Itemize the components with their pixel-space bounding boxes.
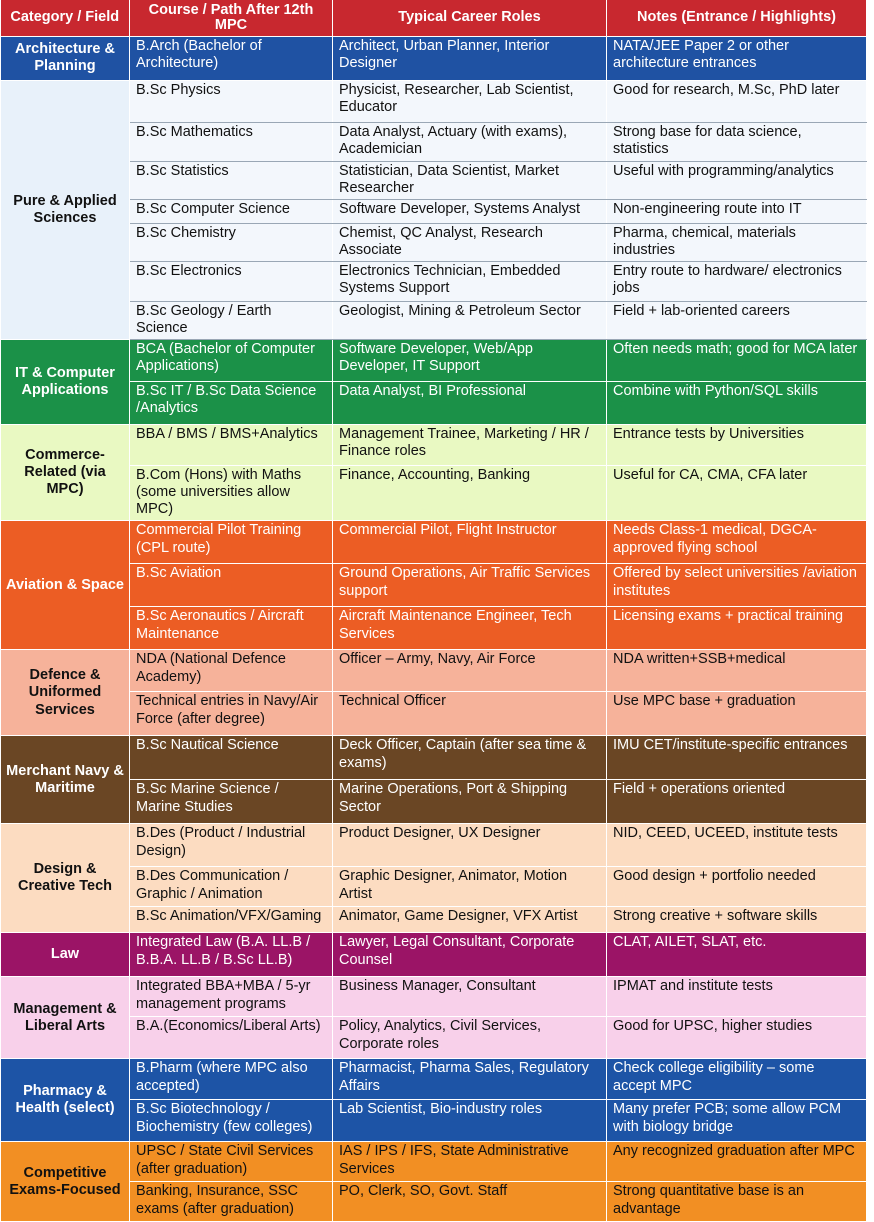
course-cell: Integrated BBA+MBA / 5-yr management programs <box>130 977 333 1017</box>
table-row <box>1 261 867 301</box>
course-cell: B.A.(Economics/Liberal Arts) <box>130 1017 333 1059</box>
notes-cell: Entrance tests by Universities <box>607 425 867 466</box>
table-row <box>1 933 867 977</box>
header-category: Category / Field <box>1 0 130 36</box>
roles-cell: IAS / IPS / IFS, State Administrative Services <box>333 1142 607 1182</box>
notes-cell: Entry route to hardware/ electronics jobs <box>607 261 867 301</box>
course-cell: B.Sc Mathematics <box>130 122 333 161</box>
roles-cell: Officer – Army, Navy, Air Force <box>333 650 607 692</box>
course-cell: BCA (Bachelor of Computer Applications) <box>130 340 333 382</box>
roles-cell: Electronics Technician, Embedded Systems Support <box>333 261 607 301</box>
roles-cell: Technical Officer <box>333 692 607 736</box>
notes-cell: Offered by select universities /aviation institutes <box>607 564 867 607</box>
notes-cell: Strong quantitative base is an advantage <box>607 1182 867 1222</box>
notes-cell: IPMAT and institute tests <box>607 977 867 1017</box>
roles-cell: Product Designer, UX Designer <box>333 824 607 867</box>
notes-cell: Many prefer PCB; some allow PCM with biology bridge <box>607 1100 867 1142</box>
roles-cell: Physicist, Researcher, Lab Scientist, Educator <box>333 80 607 122</box>
notes-cell: Pharma, chemical, materials industries <box>607 223 867 261</box>
notes-cell: Any recognized graduation after MPC <box>607 1142 867 1182</box>
course-cell: B.Sc Physics <box>130 80 333 122</box>
roles-cell: Chemist, QC Analyst, Research Associate <box>333 223 607 261</box>
table-row <box>1 977 867 1017</box>
roles-cell: Business Manager, Consultant <box>333 977 607 1017</box>
roles-cell: Statistician, Data Scientist, Market Researcher <box>333 161 607 199</box>
roles-cell: Management Trainee, Marketing / HR / Finance roles <box>333 425 607 466</box>
table-row <box>1 199 867 223</box>
category-cell: Pure & Applied Sciences <box>1 80 130 340</box>
course-cell: B.Des Communication / Graphic / Animation <box>130 867 333 907</box>
notes-cell: Often needs math; good for MCA later <box>607 340 867 382</box>
category-cell: Design & Creative Tech <box>1 824 130 933</box>
notes-cell: Field + operations oriented <box>607 780 867 824</box>
category-cell: Management & Liberal Arts <box>1 977 130 1059</box>
header-notes: Notes (Entrance / Highlights) <box>607 0 867 36</box>
table-row <box>1 1182 867 1222</box>
roles-cell: Lab Scientist, Bio-industry roles <box>333 1100 607 1142</box>
table-row <box>1 425 867 466</box>
notes-cell: Use MPC base + graduation <box>607 692 867 736</box>
course-cell: B.Sc IT / B.Sc Data Science /Analytics <box>130 382 333 425</box>
roles-cell: PO, Clerk, SO, Govt. Staff <box>333 1182 607 1222</box>
table-row <box>1 1142 867 1182</box>
course-cell: B.Des (Product / Industrial Design) <box>130 824 333 867</box>
roles-cell: Data Analyst, BI Professional <box>333 382 607 425</box>
table-row <box>1 907 867 933</box>
notes-cell: Useful for CA, CMA, CFA later <box>607 466 867 521</box>
category-cell: Merchant Navy & Maritime <box>1 736 130 824</box>
notes-cell: NDA written+SSB+medical <box>607 650 867 692</box>
notes-cell: Good for UPSC, higher studies <box>607 1017 867 1059</box>
table-row <box>1 780 867 824</box>
category-cell: Competitive Exams-Focused <box>1 1142 130 1222</box>
course-cell: B.Sc Geology / Earth Science <box>130 301 333 339</box>
table-row <box>1 36 867 80</box>
course-cell: Banking, Insurance, SSC exams (after graduation) <box>130 1182 333 1222</box>
course-cell: B.Sc Aeronautics / Aircraft Maintenance <box>130 607 333 650</box>
table-row <box>1 382 867 425</box>
roles-cell: Policy, Analytics, Civil Services, Corporate roles <box>333 1017 607 1059</box>
table-row <box>1 607 867 650</box>
notes-cell: Good for research, M.Sc, PhD later <box>607 80 867 122</box>
table-row <box>1 301 867 339</box>
notes-cell: Needs Class-1 medical, DGCA-approved flying school <box>607 521 867 564</box>
table-row <box>1 340 867 382</box>
roles-cell: Marine Operations, Port & Shipping Sector <box>333 780 607 824</box>
notes-cell: NID, CEED, UCEED, institute tests <box>607 824 867 867</box>
course-cell: B.Sc Animation/VFX/Gaming <box>130 907 333 933</box>
course-cell: B.Sc Statistics <box>130 161 333 199</box>
roles-cell: Pharmacist, Pharma Sales, Regulatory Affairs <box>333 1059 607 1100</box>
header-course: Course / Path After 12th MPC <box>130 0 333 36</box>
notes-cell: Strong creative + software skills <box>607 907 867 933</box>
table-row <box>1 466 867 521</box>
category-cell: Architecture & Planning <box>1 36 130 80</box>
notes-cell: Non-engineering route into IT <box>607 199 867 223</box>
notes-cell: Combine with Python/SQL skills <box>607 382 867 425</box>
header-row <box>1 0 867 36</box>
category-cell: Aviation & Space <box>1 521 130 650</box>
notes-cell: Check college eligibility – some accept MPC <box>607 1059 867 1100</box>
roles-cell: Lawyer, Legal Consultant, Corporate Counsel <box>333 933 607 977</box>
notes-cell: NATA/JEE Paper 2 or other architecture entrances <box>607 36 867 80</box>
roles-cell: Graphic Designer, Animator, Motion Artist <box>333 867 607 907</box>
course-cell: B.Pharm (where MPC also accepted) <box>130 1059 333 1100</box>
table-row <box>1 650 867 692</box>
table-row <box>1 161 867 199</box>
table-row <box>1 692 867 736</box>
notes-cell: Useful with programming/analytics <box>607 161 867 199</box>
table-row <box>1 1059 867 1100</box>
notes-cell: Good design + portfolio needed <box>607 867 867 907</box>
roles-cell: Commercial Pilot, Flight Instructor <box>333 521 607 564</box>
course-cell: B.Com (Hons) with Maths (some universities allow MPC) <box>130 466 333 521</box>
notes-cell: Strong base for data science, statistics <box>607 122 867 161</box>
table-row <box>1 564 867 607</box>
table-row <box>1 223 867 261</box>
course-cell: B.Sc Biotechnology / Biochemistry (few colleges) <box>130 1100 333 1142</box>
course-cell: Commercial Pilot Training (CPL route) <box>130 521 333 564</box>
category-cell: Defence & Uniformed Services <box>1 650 130 736</box>
table-body <box>1 36 867 1222</box>
table-row <box>1 1017 867 1059</box>
roles-cell: Aircraft Maintenance Engineer, Tech Services <box>333 607 607 650</box>
roles-cell: Ground Operations, Air Traffic Services support <box>333 564 607 607</box>
course-cell: B.Sc Nautical Science <box>130 736 333 780</box>
roles-cell: Software Developer, Systems Analyst <box>333 199 607 223</box>
roles-cell: Software Developer, Web/App Developer, IT Support <box>333 340 607 382</box>
course-cell: B.Sc Electronics <box>130 261 333 301</box>
table-row <box>1 736 867 780</box>
table-row <box>1 867 867 907</box>
course-cell: NDA (National Defence Academy) <box>130 650 333 692</box>
category-cell: Pharmacy & Health (select) <box>1 1059 130 1142</box>
course-cell: BBA / BMS / BMS+Analytics <box>130 425 333 466</box>
roles-cell: Architect, Urban Planner, Interior Designer <box>333 36 607 80</box>
table-row <box>1 80 867 122</box>
course-cell: B.Arch (Bachelor of Architecture) <box>130 36 333 80</box>
roles-cell: Deck Officer, Captain (after sea time & exams) <box>333 736 607 780</box>
header-roles: Typical Career Roles <box>333 0 607 36</box>
category-cell: IT & Computer Applications <box>1 340 130 425</box>
course-cell: B.Sc Marine Science / Marine Studies <box>130 780 333 824</box>
course-cell: B.Sc Computer Science <box>130 199 333 223</box>
notes-cell: IMU CET/institute-specific entrances <box>607 736 867 780</box>
notes-cell: Licensing exams + practical training <box>607 607 867 650</box>
table-row <box>1 1100 867 1142</box>
table-row <box>1 122 867 161</box>
course-cell: Integrated Law (B.A. LL.B / B.B.A. LL.B / B.Sc LL.B) <box>130 933 333 977</box>
course-cell: B.Sc Aviation <box>130 564 333 607</box>
roles-cell: Finance, Accounting, Banking <box>333 466 607 521</box>
course-cell: B.Sc Chemistry <box>130 223 333 261</box>
roles-cell: Data Analyst, Actuary (with exams), Academician <box>333 122 607 161</box>
table-row <box>1 521 867 564</box>
notes-cell: Field + lab-oriented careers <box>607 301 867 339</box>
category-cell: Law <box>1 933 130 977</box>
category-cell: Commerce-Related (via MPC) <box>1 425 130 521</box>
course-cell: Technical entries in Navy/Air Force (after degree) <box>130 692 333 736</box>
course-cell: UPSC / State Civil Services (after graduation) <box>130 1142 333 1182</box>
roles-cell: Geologist, Mining & Petroleum Sector <box>333 301 607 339</box>
notes-cell: CLAT, AILET, SLAT, etc. <box>607 933 867 977</box>
roles-cell: Animator, Game Designer, VFX Artist <box>333 907 607 933</box>
table-row <box>1 824 867 867</box>
